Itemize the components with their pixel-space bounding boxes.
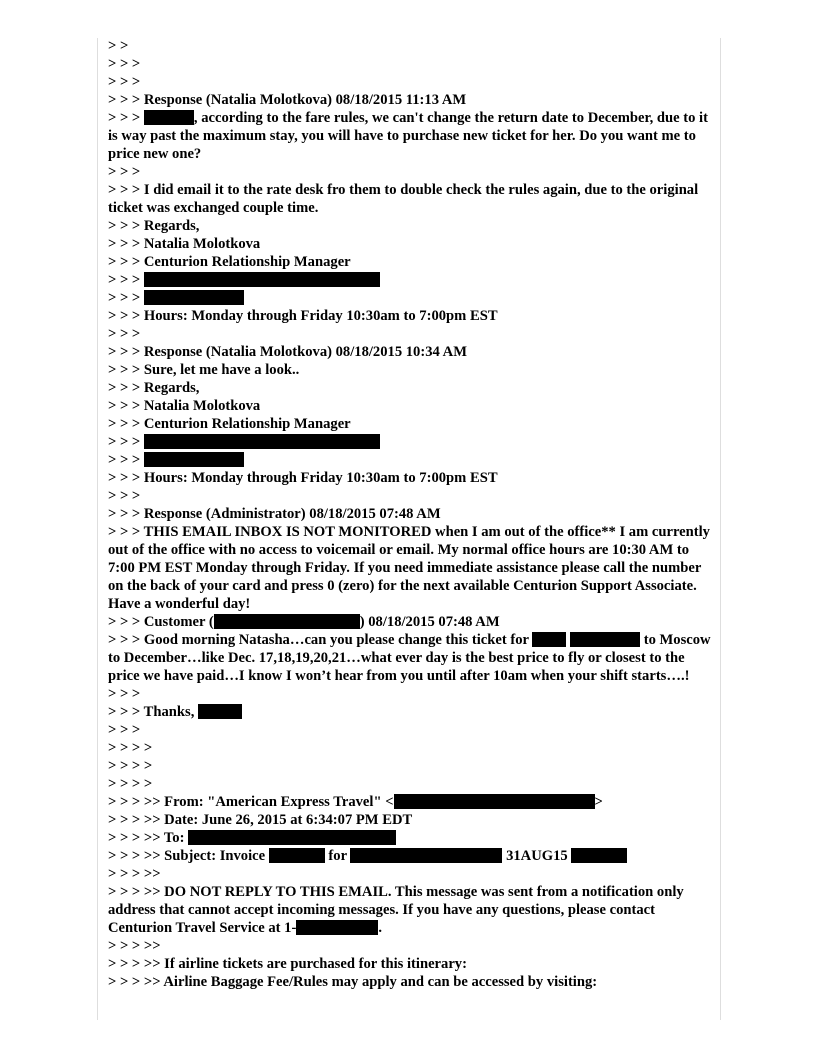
quote-line: > > > >: [108, 758, 153, 774]
redaction-box: [570, 632, 640, 647]
email-from-close: >: [594, 794, 603, 810]
quote-line: > > >: [108, 488, 141, 504]
signature-hours: > > > Hours: Monday through Friday 10:30am to 7:00pm EST: [108, 308, 498, 324]
email-from-line: [108, 793, 712, 811]
email-to-label: > > > >> To:: [108, 830, 189, 846]
message-text: > > > >> DO NOT REPLY TO THIS EMAIL. This message was sent from a notification only address that cannot accept incoming messages. If you have any questions, please contact Centurion Travel Service at 1-: [108, 884, 688, 936]
quote-line: > > >: [108, 74, 141, 90]
quote-line: > > > >>: [108, 938, 161, 954]
quote-prefix: > > >: [108, 290, 144, 306]
redaction-box: [144, 452, 244, 467]
signature-redacted-line: [108, 271, 712, 289]
message-text: > > > Thanks,: [108, 704, 198, 720]
message-text: > > > Good morning Natasha…can you please change this ticket for: [108, 632, 533, 648]
quote-line: > > >: [108, 164, 141, 180]
email-thread: [108, 37, 715, 991]
message-text: , according to the fare rules, we can't change the return date to December, due to it is way past the maximum stay, you will have to purchase new ticket for her. Do you want me to price new one?: [108, 110, 712, 162]
quote-line: > > > >: [108, 740, 153, 756]
quote-line: > >: [108, 38, 129, 54]
redaction-box: [296, 920, 378, 935]
signature-name: > > > Natalia Molotkova: [108, 236, 261, 252]
thanks-line: [108, 703, 712, 721]
email-subject-text: for: [324, 848, 351, 864]
customer-header: [108, 613, 712, 631]
email-subject-label: > > > >> Subject: Invoice: [108, 848, 269, 864]
quote-line: > > >: [108, 326, 141, 342]
message-paragraph: > > > >> If airline tickets are purchased for this itinerary:: [108, 956, 467, 972]
signature-title: > > > Centurion Relationship Manager: [108, 254, 351, 270]
email-from-label: > > > >> From: "American Express Travel" <: [108, 794, 394, 810]
response-header: > > > Response (Natalia Molotkova) 08/18/2015 10:34 AM: [108, 344, 467, 360]
quote-line: > > >: [108, 722, 141, 738]
message-paragraph: [108, 883, 712, 937]
email-subject-text: 31AUG15: [502, 848, 572, 864]
redaction-box: [571, 848, 627, 863]
signature-name: > > > Natalia Molotkova: [108, 398, 261, 414]
signature-hours: > > > Hours: Monday through Friday 10:30am to 7:00pm EST: [108, 470, 498, 486]
message-paragraph: [108, 109, 712, 163]
signature-line: > > > Regards,: [108, 380, 200, 396]
quote-prefix: > > >: [108, 272, 144, 288]
quote-prefix: > > > Customer (: [108, 614, 214, 630]
message-paragraph: > > > I did email it to the rate desk fro them to double check the rules again, due to the original ticket was exchanged couple time.: [108, 182, 702, 216]
message-text: .: [378, 920, 382, 936]
customer-timestamp: ) 08/18/2015 07:48 AM: [359, 614, 500, 630]
response-header: > > > Response (Administrator) 08/18/2015 07:48 AM: [108, 506, 441, 522]
redaction-box: [144, 272, 380, 287]
redaction-box: [214, 614, 360, 629]
quote-prefix: > > >: [108, 434, 144, 450]
signature-redacted-line: [108, 433, 712, 451]
redaction-box: [144, 290, 244, 305]
redaction-box: [394, 794, 595, 809]
redaction-box: [269, 848, 325, 863]
signature-title: > > > Centurion Relationship Manager: [108, 416, 351, 432]
signature-redacted-line: [108, 289, 712, 307]
message-text: to Moscow to December…like Dec. 17,18,19,20,21…what ever day is the best price to fly or closest to the price we have paid…I know I won’t hear from you until after 10am when your shift starts….!: [108, 632, 715, 684]
redaction-box: [144, 110, 194, 125]
message-paragraph: [108, 631, 715, 685]
quote-line: > > >: [108, 56, 141, 72]
email-date-line: > > > >> Date: June 26, 2015 at 6:34:07 PM EDT: [108, 812, 413, 828]
redaction-box: [350, 848, 502, 863]
signature-line: > > > Regards,: [108, 218, 200, 234]
quote-line: > > > >>: [108, 866, 161, 882]
email-to-line: [108, 829, 712, 847]
redaction-box: [144, 434, 380, 449]
redaction-box: [188, 830, 396, 845]
message-paragraph: > > > THIS EMAIL INBOX IS NOT MONITORED when I am out of the office** I am currently out of the office with no access to voicemail or email. My normal office hours are 10:30 AM to 7:00 PM EST Monday through Friday. If you need immediate assistance please call the number on the back of your card and press 0 (zero) for the next available Centurion Support Associate. Have a wonderful day!: [108, 524, 714, 612]
response-header: > > > Response (Natalia Molotkova) 08/18/2015 11:13 AM: [108, 92, 467, 108]
message-paragraph: > > > Sure, let me have a look..: [108, 362, 300, 378]
redaction-box: [532, 632, 566, 647]
quote-prefix: > > >: [108, 110, 144, 126]
quote-line: > > >: [108, 686, 141, 702]
email-subject-line: [108, 847, 712, 865]
quote-line: > > > >: [108, 776, 153, 792]
quote-prefix: > > >: [108, 452, 144, 468]
message-paragraph: > > > >> Airline Baggage Fee/Rules may apply and can be accessed by visiting:: [108, 974, 598, 990]
signature-redacted-line: [108, 451, 712, 469]
redaction-box: [198, 704, 242, 719]
